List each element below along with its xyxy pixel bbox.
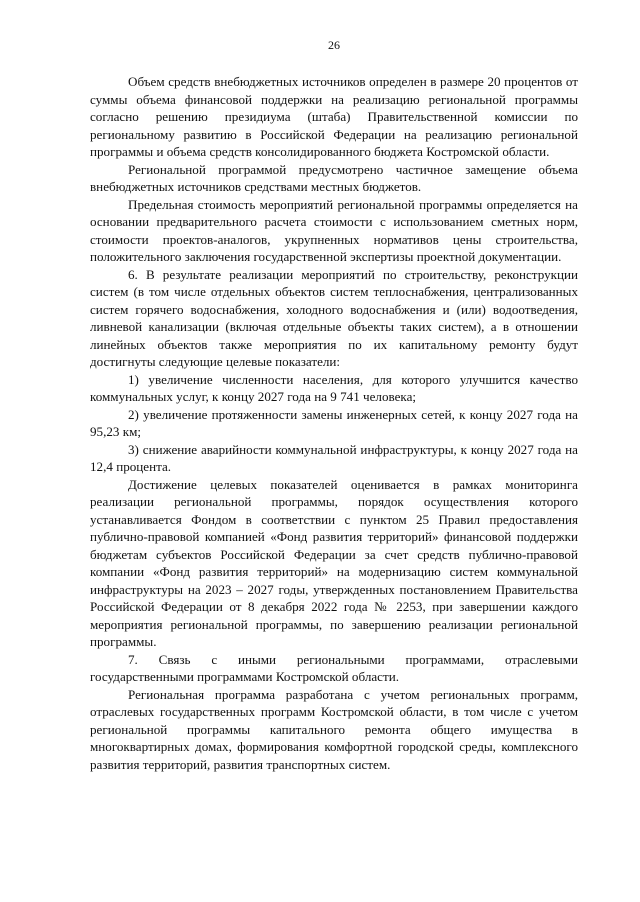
list-item-networks: 2) увеличение протяженности замены инженерных сетей, к концу 2027 года на 95,23 км;	[90, 406, 578, 439]
paragraph-monitoring: Достижение целевых показателей оценивается в рамках мониторинга реализации региональной программы, порядок осуществления которого устанавливается Фондом в соответствии с пунктом 25 Правил предоставления публично-правовой компанией «Фонд развития территорий» финансовой поддержки бюджетам субъектов Российской Федерации за счет средств публично-правовой компании «Фонд развития территорий» на модернизацию систем коммунальной инфраструктуры на 2023 – 2027 годы, утвержденных постановлением Правительства Российской Федерации от 8 декабря 2022 года № 2253, при завершении каждого мероприятия региональной программы, по завершению реализации региональной программы.	[90, 476, 578, 649]
paragraph-related-programs: Региональная программа разработана с учетом региональных программ, отраслевых государственных программ Костромской области, в том числе с учетом региональной программы капитального ремонта общего имущества в многоквартирных домах, формирования комфортной городской среды, комплексного развития территорий, развития транспортных систем.	[90, 686, 578, 772]
paragraph-section-7-heading: 7. Связь с иными региональными программами, отраслевыми государственными программами Костромской области.	[90, 651, 578, 684]
paragraph-local-budgets: Региональной программой предусмотрено частичное замещение объема внебюджетных источников средствами местных бюджетов.	[90, 161, 578, 194]
page-number: 26	[328, 38, 340, 52]
list-item-accidents: 3) снижение аварийности коммунальной инфраструктуры, к концу 2027 года на 12,4 процента.	[90, 441, 578, 474]
list-item-population: 1) увеличение численности населения, для которого улучшится качество коммунальных услуг, к концу 2027 года на 9 741 человека;	[90, 371, 578, 404]
paragraph-section-6: 6. В результате реализации мероприятий по строительству, реконструкции систем (в том числе отдельных объектов систем теплоснабжения, централизованных систем горячего водоснабжения, холодного водоснабжения и (или) водоотведения, ливневой канализации (включая отдельные объекты таких систем), а в отношении линейных объектов также мероприятия по их капитальному ремонту будут достигнуты следующие целевые показатели:	[90, 266, 578, 369]
document-body	[90, 73, 578, 773]
paragraph-cost-limit: Предельная стоимость мероприятий региональной программы определяется на основании предварительного расчета стоимости с использованием сметных норм, стоимости проектов-аналогов, укрупненных нормативов цены строительства, положительного заключения государственной экспертизы проектной документации.	[90, 196, 578, 264]
paragraph-extrabudgetary-volume: Объем средств внебюджетных источников определен в размере 20 процентов от суммы объема финансовой поддержки на реализацию региональной программы согласно решению президиума (штаба) Правительственной комиссии по региональному развитию в Российской Федерации на реализацию региональной программы и объема средств консолидированного бюджета Костромской области.	[90, 74, 578, 159]
